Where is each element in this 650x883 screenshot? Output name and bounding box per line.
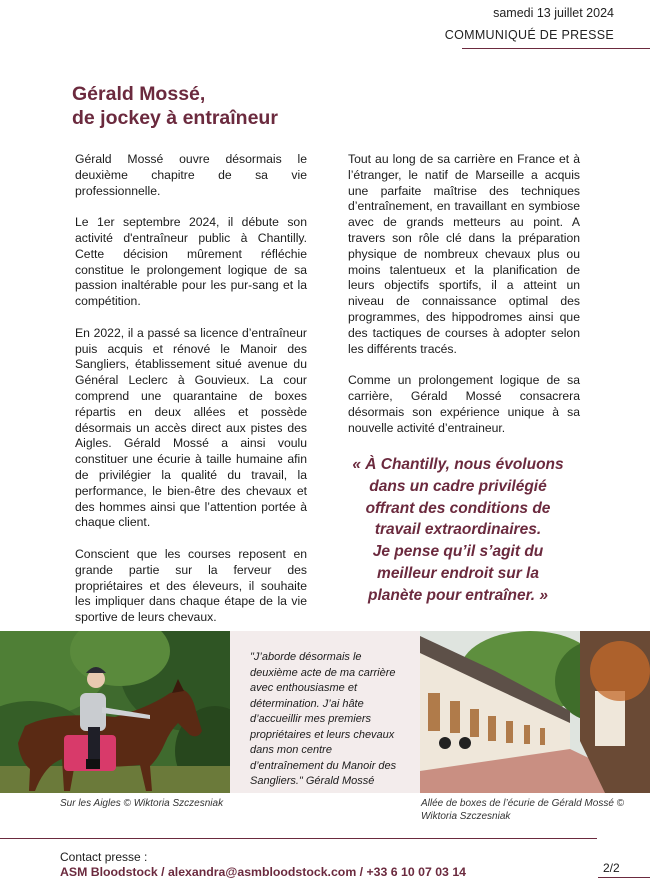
paragraph: Gérald Mossé ouvre désormais le deuxième chapitre de sa vie professionnelle. [75,152,307,198]
paragraph: Tout au long de sa carrière en France et à l’étranger, le natif de Marseille a acquis une parfaite maîtrise des techniques d’entraînement, en travaillant en symbiose avec de grands metteurs au point. A travers son rôle clé dans la préparation physique de nombreux chevaux plus ou moins talentueux et la planification de leurs objectifs sportifs, il a atteint un niveau de connaissance optimal des programmes, des hippodromes ainsi que des tactiques de courses à adopter selon les différents tracés. [348,152,580,356]
trainer-quote: "J’aborde désormais le deuxième acte de ma carrière avec enthousiasme et détermination. J’ai hâte d’accueillir mes premiers propriétaires et leurs chevaux dans mon centre d’entraînement du Manoir des Sangliers." Gérald Mossé [250,651,397,787]
pull-quote-line: « À Chantilly, nous évoluons [352,456,564,473]
paragraph: Conscient que les courses reposent en grande partie sur la ferveur des propriétaires et des éleveurs, il souhaite les impliquer dans chaque étape de la vie sportive de leurs chevaux. [75,546,307,625]
pull-quote-line: Je pense qu’il s’agit du [372,543,544,561]
quote-box [230,631,420,793]
pull-quote-line: planète pour entraîner. » [367,586,549,604]
pull-quote-line: meilleur endroit sur la [377,564,539,582]
pull-quote-line: offrant des conditions de [365,499,551,517]
right-text-column [348,152,580,452]
title-line-1: Gérald Mossé, [72,83,206,105]
pull-quote [350,454,566,607]
left-text-column [75,152,307,642]
paragraph: Comme un prolongement logique de sa carrière, Gérald Mossé consacrera désormais son expérience unique à sa nouvelle activité d’entraineur. [348,373,580,435]
paragraph: En 2022, il a passé sa licence d’entraîneur puis acquis et rénové le Manoir des Sangliers, établissement situé avenue du Général Leclerc à Gouvieux. La cour comprend une quarantaine de boxes répartis en deux allées et possède désormais un accès direct aux pistes des Aigles. Gérald Mossé a ainsi voulu constituer une écurie à taille humaine afin de privilégier la qualité du travail, la performance, le bien-être des chevaux et des hommes ainsi que l’attention portée à chaque client. [75,325,307,530]
page-title [72,82,278,130]
photo-band [0,631,650,793]
release-date: samedi 13 juillet 2024 [493,6,614,20]
jockey-horse-photo [0,631,230,793]
pull-quote-line: travail extraordinaires. [374,521,542,539]
page-number: 2/2 [603,861,620,875]
release-type-label: COMMUNIQUÉ DE PRESSE [444,28,614,42]
stable-alley-photo [420,631,650,793]
page-number-divider [598,877,650,878]
photo-caption-left: Sur les Aigles © Wiktoria Szczesniak [60,798,224,809]
title-line-2: de jockey à entraîneur [72,107,278,129]
photo-caption-right: Allée de boxes de l’écurie de Gérald Mossé © Wiktoria Szczesniak [421,798,625,822]
paragraph: Le 1er septembre 2024, il débute son activité d'entraîneur public à Chantilly. Cette décision mûrement réfléchie constitue le prolongement logique de sa passion inaltérable pour les pur-sang et la compétition. [75,215,307,309]
page-header [445,5,614,43]
footer-divider [0,838,597,839]
contact-details: ASM Bloodstock / alexandra@asmbloodstock.com / +33 6 10 07 03 14 [60,865,466,879]
pull-quote-line: dans un cadre privilégié [369,477,547,495]
header-divider [462,48,650,49]
contact-label: Contact presse : [60,850,148,864]
